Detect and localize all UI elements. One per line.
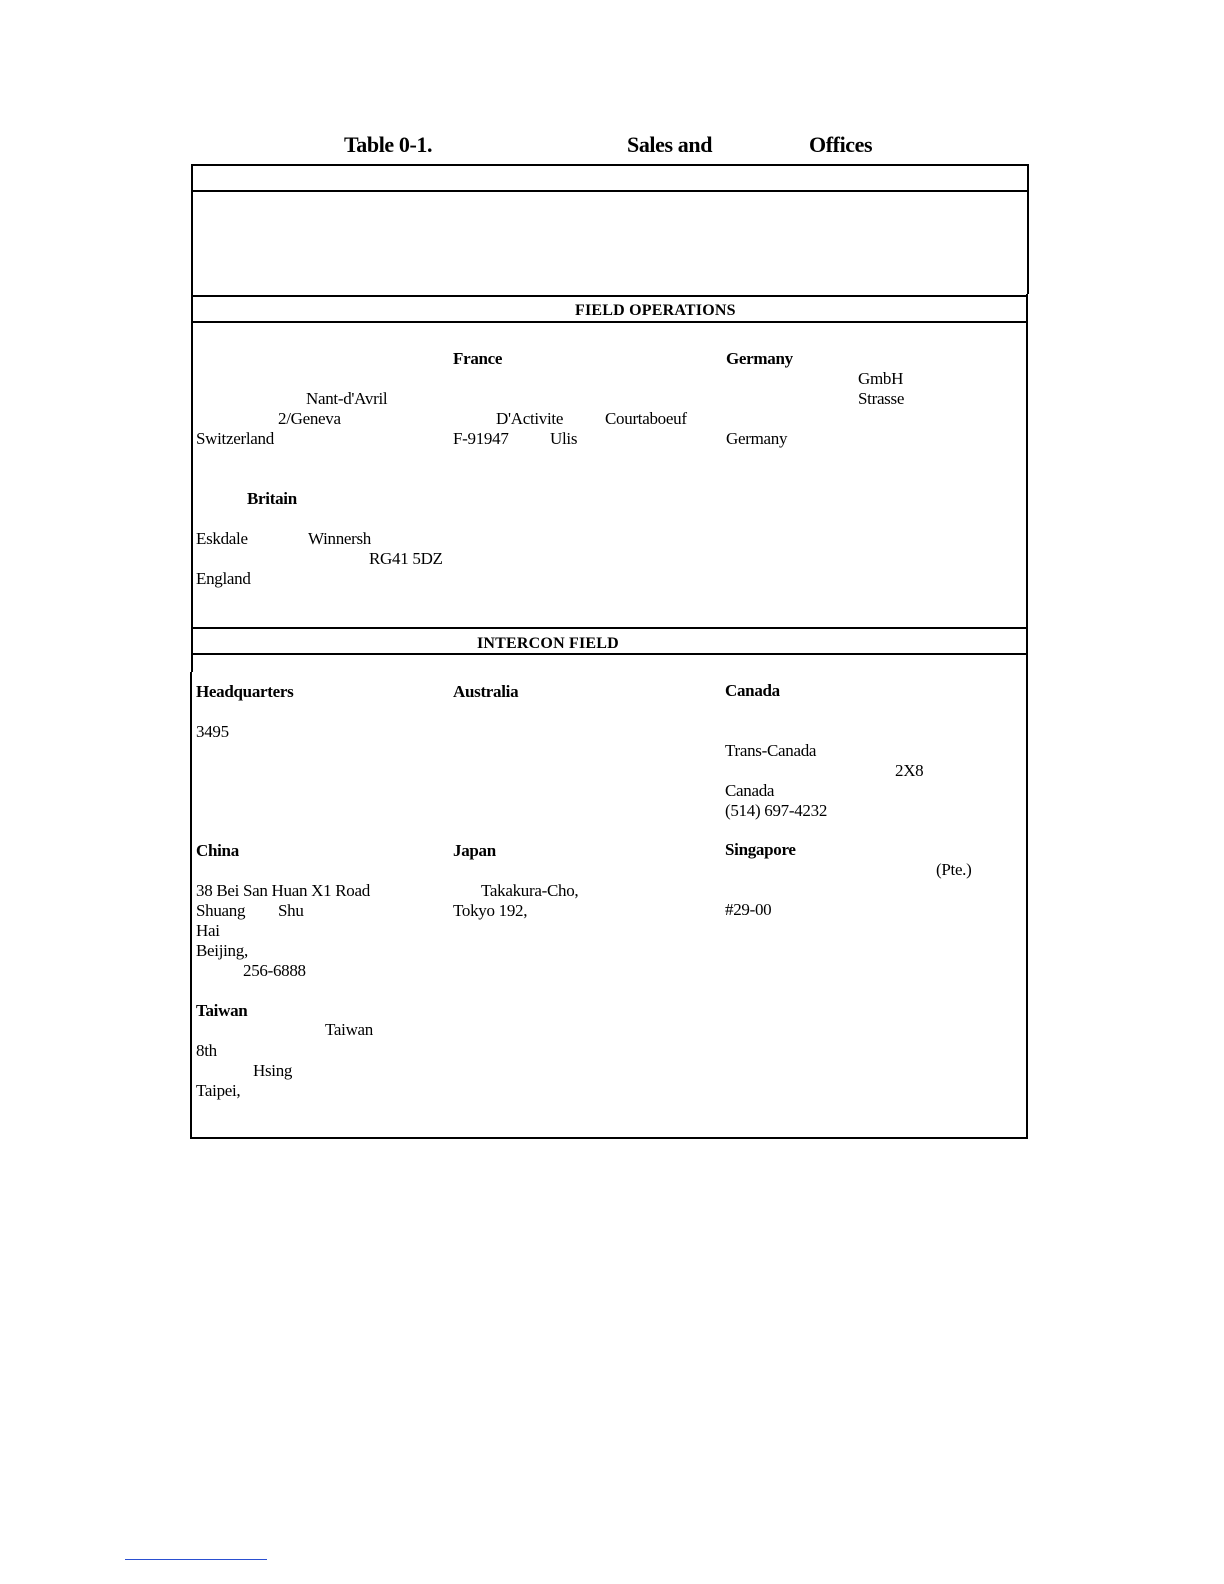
canada-line4: (514) 697-4232 (725, 801, 828, 820)
intercon-bottom-rule (191, 653, 1027, 655)
taiwan-line1: Taiwan (325, 1020, 373, 1039)
australia-heading: Australia (453, 682, 519, 701)
europe-col1-line3: 2/Geneva (278, 409, 341, 428)
table-caption-offices: Offices (809, 132, 873, 157)
china-line5: 256-6888 (243, 961, 306, 980)
britain-line3: RG41 5DZ (369, 549, 443, 568)
canada-line2: 2X8 (895, 761, 924, 780)
france-line3a: D'Activite (496, 409, 564, 428)
china-line2a: Shuang (196, 901, 246, 920)
taiwan-heading: Taiwan (196, 1001, 248, 1020)
france-line4a: F-91947 (453, 429, 509, 448)
canada-line1: Trans-Canada (725, 741, 817, 760)
table-right-rule (1026, 294, 1028, 1139)
field-ops-top-rule (192, 295, 1028, 297)
britain-line2b: Winnersh (308, 529, 372, 548)
canada-heading: Canada (725, 681, 780, 700)
field-ops-bottom-rule (192, 321, 1028, 323)
canada-line3: Canada (725, 781, 775, 800)
footer-link-underline (125, 1559, 267, 1560)
france-line4b: Ulis (550, 429, 578, 448)
table-caption-sales: Sales and (627, 132, 713, 157)
section-field-operations: FIELD OPERATIONS (575, 302, 736, 319)
table-caption-label: Table 0-1. (344, 132, 433, 157)
france-heading: France (453, 349, 503, 368)
britain-heading: Britain (247, 489, 297, 508)
headquarters-heading: Headquarters (196, 682, 294, 701)
china-line2b: Shu (278, 901, 304, 920)
china-heading: China (196, 841, 239, 860)
germany-line2: Strasse (858, 389, 905, 408)
singapore-line2: #29-00 (725, 900, 772, 919)
table-left-rule-upper (191, 164, 193, 672)
germany-heading: Germany (726, 349, 793, 368)
germany-line1: GmbH (858, 369, 904, 388)
table-left-rule-lower (190, 672, 192, 1139)
taiwan-line2: 8th (196, 1041, 217, 1060)
germany-line4: Germany (726, 429, 788, 448)
europe-col1-line2: Nant-d'Avril (306, 389, 388, 408)
section-intercon-field: INTERCON FIELD (477, 635, 619, 652)
britain-line4: England (196, 569, 251, 588)
table-header-rule (192, 190, 1029, 192)
europe-col1-line4: Switzerland (196, 429, 274, 448)
japan-line2: Tokyo 192, (453, 901, 528, 920)
taiwan-line3: Hsing (253, 1061, 293, 1080)
japan-heading: Japan (453, 841, 496, 860)
singapore-line1: (Pte.) (936, 860, 972, 879)
table-top-rule (192, 164, 1029, 166)
france-line3b: Courtaboeuf (605, 409, 687, 428)
intercon-top-rule (191, 627, 1027, 629)
headquarters-line1: 3495 (196, 722, 229, 741)
china-line1: 38 Bei San Huan X1 Road (196, 881, 370, 900)
japan-line1: Takakura-Cho, (481, 881, 579, 900)
china-line3: Hai (196, 921, 220, 940)
taiwan-line4: Taipei, (196, 1081, 241, 1100)
singapore-heading: Singapore (725, 840, 796, 859)
britain-line2a: Eskdale (196, 529, 248, 548)
china-line4: Beijing, (196, 941, 248, 960)
table-right-rule-top (1027, 164, 1029, 294)
table-bottom-rule (190, 1137, 1027, 1139)
